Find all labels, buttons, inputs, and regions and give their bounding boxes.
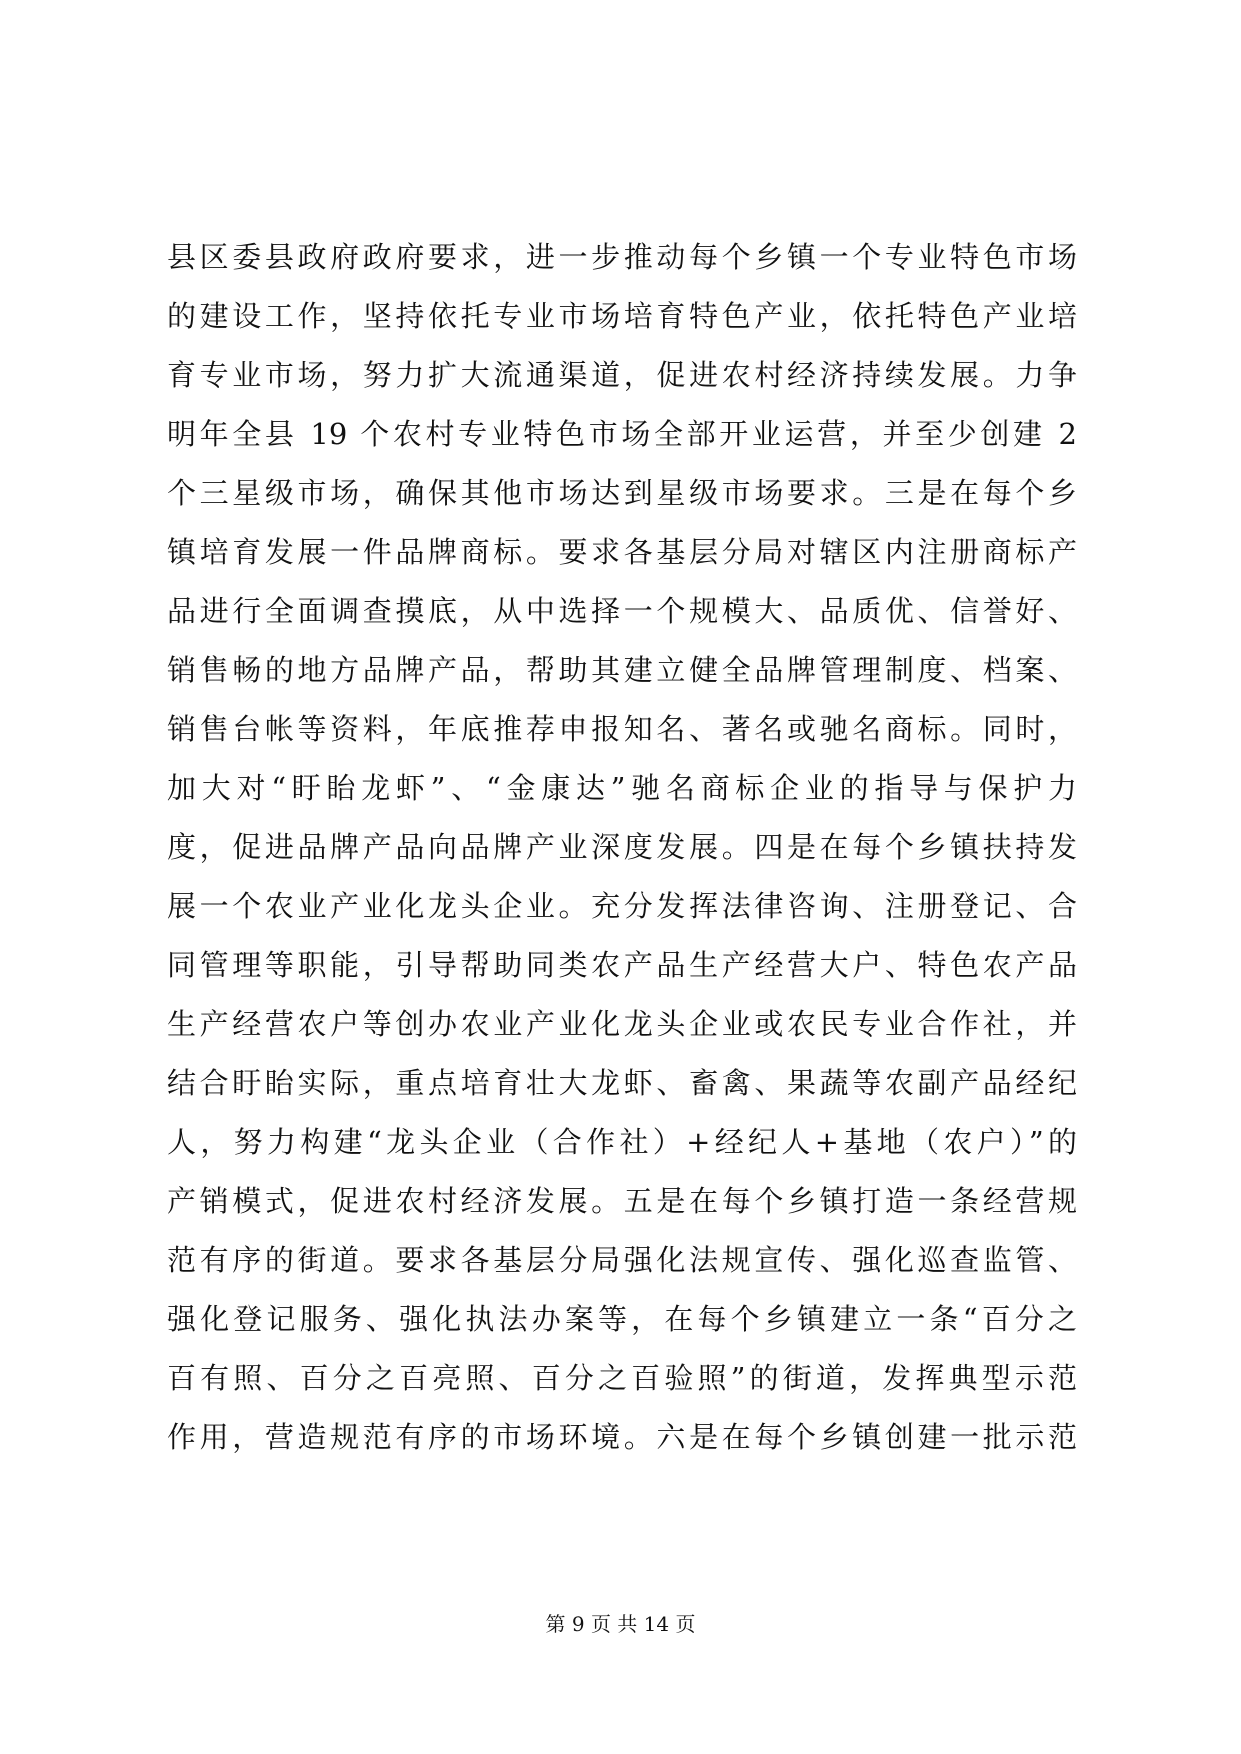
- text-line: 产销模式，促进农村经济发展。五是在每个乡镇打造一条经营规: [167, 1184, 1077, 1218]
- text-line: 同管理等职能，引导帮助同类农产品生产经营大户、特色农产品: [167, 948, 1077, 982]
- text-line: 销售台帐等资料，年底推荐申报知名、著名或驰名商标。同时，: [167, 712, 1077, 746]
- text-line: 度，促进品牌产品向品牌产业深度发展。四是在每个乡镇扶持发: [167, 830, 1077, 864]
- text-line: 范有序的街道。要求各基层分局强化法规宣传、强化巡查监管、: [167, 1243, 1077, 1277]
- text-line: 加大对“盱眙龙虾”、“金康达”驰名商标企业的指导与保护力: [167, 771, 1077, 805]
- text-line: 展一个农业产业化龙头企业。充分发挥法律咨询、注册登记、合: [167, 889, 1077, 923]
- page-footer: 第 9 页 共 14 页: [545, 1612, 696, 1636]
- text-line: 生产经营农户等创办农业产业化龙头企业或农民专业合作社，并: [167, 1007, 1077, 1041]
- text-line: 明年全县 19 个农村专业特色市场全部开业运营，并至少创建 2: [167, 417, 1077, 451]
- text-line: 人，努力构建“龙头企业（合作社）+经纪人+基地（农户）”的: [167, 1125, 1077, 1159]
- text-line: 育专业市场，努力扩大流通渠道，促进农村经济持续发展。力争: [167, 358, 1077, 392]
- text-line: 镇培育发展一件品牌商标。要求各基层分局对辖区内注册商标产: [167, 535, 1077, 569]
- text-line: 作用，营造规范有序的市场环境。六是在每个乡镇创建一批示范: [167, 1420, 1077, 1454]
- body-paragraph: [167, 228, 1077, 1467]
- text-line: 县区委县政府政府要求，进一步推动每个乡镇一个专业特色市场: [167, 240, 1077, 274]
- text-line: 品进行全面调查摸底，从中选择一个规模大、品质优、信誉好、: [167, 594, 1077, 628]
- text-line: 销售畅的地方品牌产品，帮助其建立健全品牌管理制度、档案、: [167, 653, 1077, 687]
- text-line: 个三星级市场，确保其他市场达到星级市场要求。三是在每个乡: [167, 476, 1077, 510]
- text-line: 结合盱眙实际，重点培育壮大龙虾、畜禽、果蔬等农副产品经纪: [167, 1066, 1077, 1100]
- text-line: 百有照、百分之百亮照、百分之百验照”的街道，发挥典型示范: [167, 1361, 1077, 1395]
- text-line: 强化登记服务、强化执法办案等，在每个乡镇建立一条“百分之: [167, 1302, 1077, 1336]
- text-line: 的建设工作，坚持依托专业市场培育特色产业，依托特色产业培: [167, 299, 1077, 333]
